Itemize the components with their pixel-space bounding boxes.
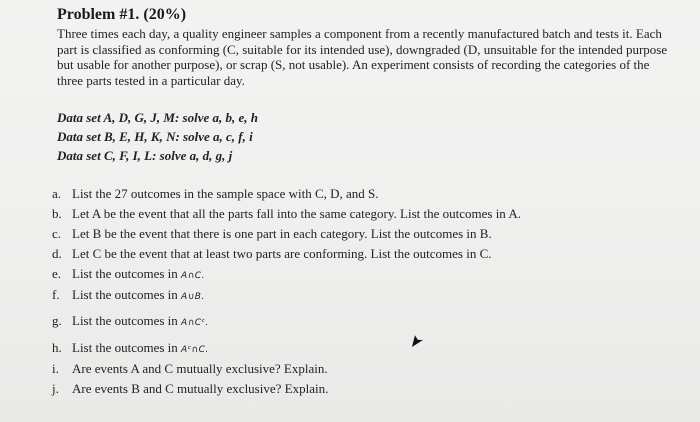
- question-label: g.: [52, 313, 62, 328]
- question-label: j.: [52, 381, 59, 396]
- question-text: List the outcomes in: [72, 287, 178, 302]
- question-label: f.: [52, 287, 60, 302]
- set-expression: A∪B.: [181, 292, 205, 302]
- question-text: List the outcomes in: [72, 313, 178, 328]
- set-expression: Aᶜ∩C.: [181, 345, 209, 355]
- question-text: List the outcomes in: [72, 266, 178, 281]
- question-item: [52, 226, 492, 242]
- question-label: i.: [52, 361, 59, 376]
- mouse-cursor-icon: [410, 334, 424, 348]
- question-text: List the 27 outcomes in the sample space with C, D, and S.: [72, 186, 379, 201]
- dataset-list: [57, 108, 258, 165]
- question-item: [52, 266, 205, 282]
- question-label: e.: [52, 266, 62, 281]
- question-label: d.: [52, 246, 62, 261]
- set-expression: A∩Cᶜ.: [181, 318, 209, 328]
- question-item: [52, 361, 328, 377]
- question-label: c.: [52, 226, 62, 241]
- question-item: [52, 381, 328, 397]
- dataset-line: Data set B, E, H, K, N: solve a, c, f, i: [57, 129, 253, 144]
- question-item: [52, 206, 521, 222]
- question-text: Are events A and C mutually exclusive? Explain.: [72, 361, 328, 376]
- question-text: Let C be the event that at least two parts are conforming. List the outcomes in C.: [72, 246, 492, 261]
- question-item: [52, 313, 209, 329]
- question-label: h.: [52, 340, 62, 355]
- problem-intro: Three times each day, a quality engineer samples a component from a recently manufactured batch and tests it. Each part is classified as conforming (C, suitable for its intended use), downgraded (D, unsuitable for the intended purpose but usable for another purpose), or scrap (S, not usable). An experiment consists of recording the categories of the three parts tested in a particular day.: [57, 26, 668, 88]
- question-item: [52, 186, 379, 202]
- question-label: b.: [52, 206, 62, 221]
- question-item: [52, 287, 205, 303]
- question-text: List the outcomes in: [72, 340, 178, 355]
- question-item: [52, 246, 492, 262]
- question-label: a.: [52, 186, 62, 201]
- dataset-line: Data set A, D, G, J, M: solve a, b, e, h: [57, 110, 259, 125]
- question-text: Let A be the event that all the parts fall into the same category. List the outcomes in A.: [72, 206, 521, 221]
- question-text: Let B be the event that there is one part in each category. List the outcomes in B.: [72, 226, 492, 241]
- set-expression: A∩C.: [181, 271, 205, 281]
- question-text: Are events B and C mutually exclusive? Explain.: [72, 381, 329, 396]
- dataset-line: Data set C, F, I, L: solve a, d, g, j: [57, 148, 233, 163]
- question-item: [52, 340, 209, 356]
- problem-title: Problem #1. (20%): [57, 6, 187, 23]
